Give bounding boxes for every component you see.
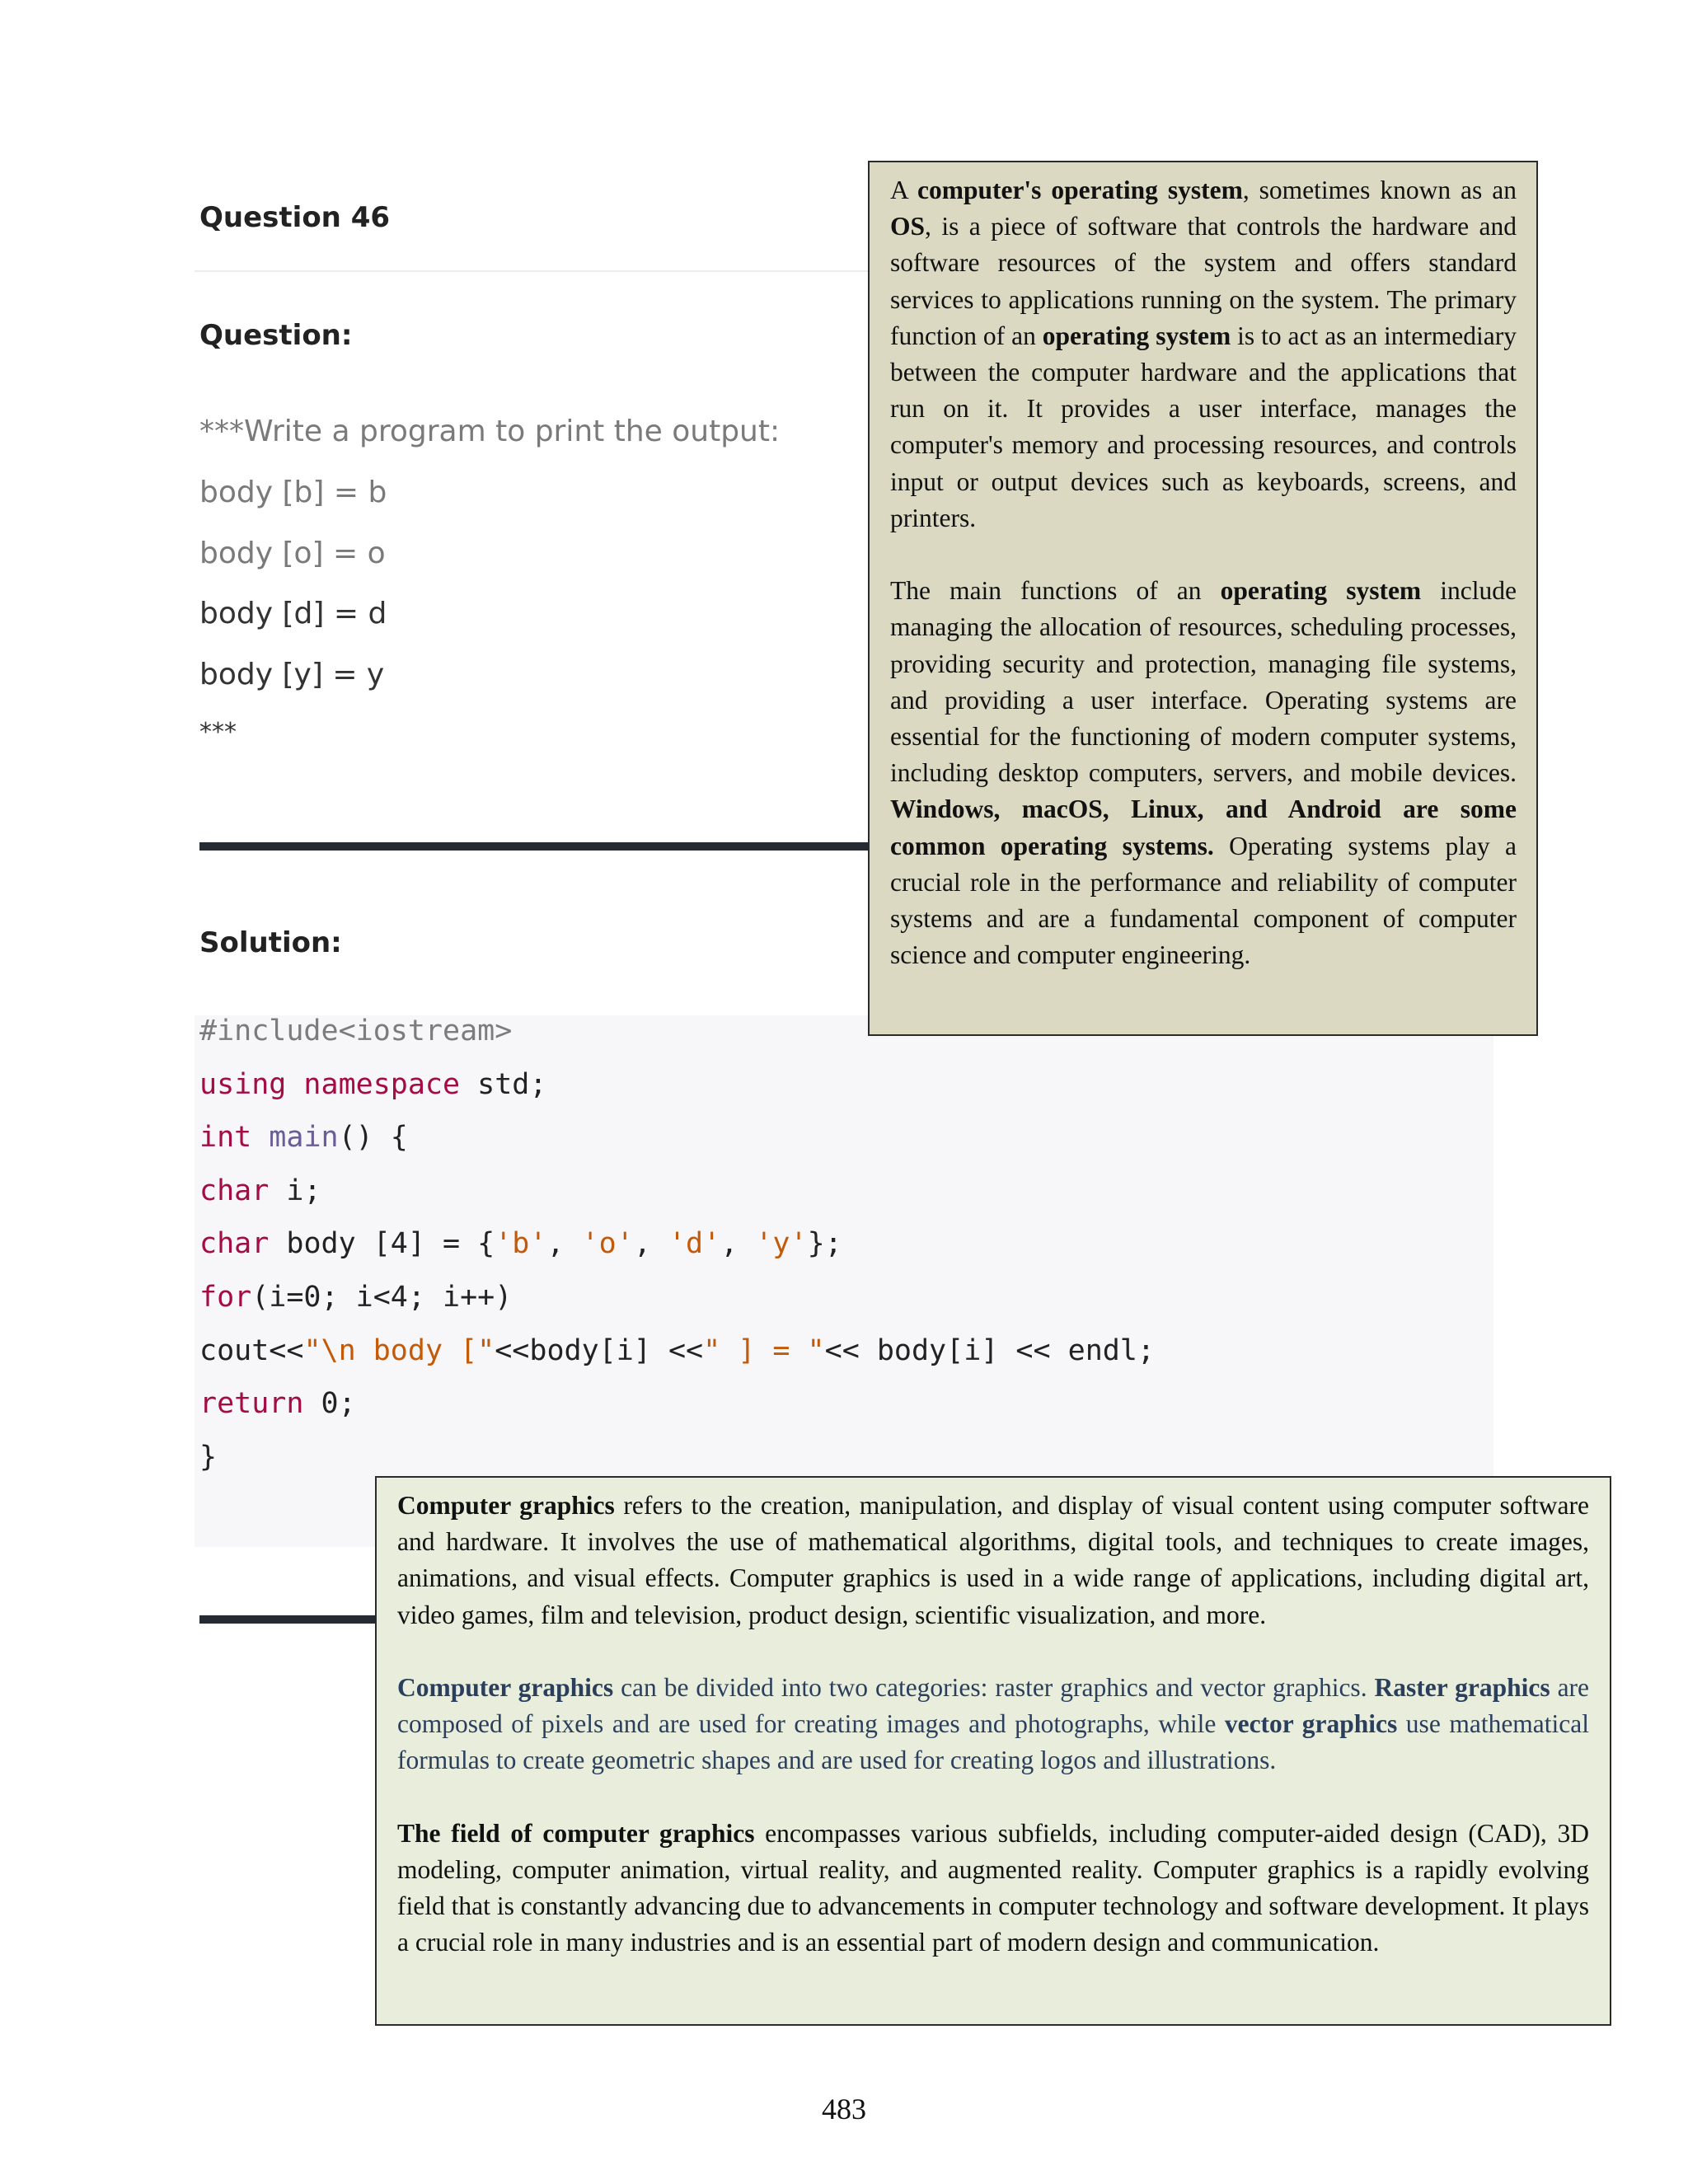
code-string-literal: "\n body [" [303, 1333, 495, 1367]
code-include: #include<iostream> [199, 1015, 513, 1047]
text-run: , is a piece of software that controls the hardware and software resources of the system and offers standard services to applications running on the system. The primary function of an [890, 212, 1517, 350]
code-text: , [546, 1227, 582, 1261]
text-run: , sometimes known as an [1242, 176, 1517, 204]
code-keyword-int: int [199, 1121, 252, 1155]
question-line-6: *** [199, 718, 237, 747]
code-text: cout<< [199, 1333, 304, 1367]
question-title: Question 46 [199, 201, 391, 234]
question-label: Question: [199, 319, 353, 352]
code-char-literal: 'b' [495, 1227, 547, 1261]
callout-graphics-paragraph-2 [397, 1670, 1589, 1779]
solution-label: Solution: [199, 926, 342, 959]
text-run: is to act as an intermediary between the computer hardware and the applications that run on it. It provides a user interface, manages the computer's memory and processing resources, and controls input or output devices such as keyboards, screens, and printers. [890, 321, 1517, 532]
code-char-literal: 'd' [668, 1227, 721, 1261]
code-text: }; [807, 1227, 842, 1261]
bold-text: The field of computer graphics [397, 1818, 755, 1848]
code-text: () { [338, 1121, 408, 1155]
text-run: A [890, 176, 917, 204]
question-title-divider [195, 270, 870, 272]
callout-os-paragraph-1 [890, 172, 1517, 537]
text-run: encompasses various subfields, including computer-aided design (CAD), 3D modeling, computer animation, virtual reality, and augmented reality. Computer graphics is a rapidly evolving field that is constantly advancing due to advancements in computer technology and software development. It plays a crucial role in many industries and is an essential part of modern design and communication. [397, 1818, 1589, 1957]
code-function-main: main [269, 1121, 339, 1155]
callout-os-paragraph-2 [890, 573, 1517, 973]
text-run: are composed of pixels and are used for creating images and photographs, while [397, 1673, 1590, 1739]
callout-operating-system [868, 161, 1538, 1036]
code-text: (i=0; i<4; i++) [251, 1280, 513, 1314]
code-text: std; [460, 1067, 547, 1101]
bold-text: OS [890, 212, 926, 241]
code-text: , [633, 1227, 668, 1261]
question-line-3: body [o] = o [199, 537, 386, 570]
text-run: The main functions of an [890, 576, 1221, 606]
bold-text: operating system [1042, 321, 1231, 350]
bold-text: Raster graphics [1374, 1673, 1550, 1702]
code-text: , [720, 1227, 756, 1261]
question-line-1: ***Write a program to print the output: [199, 415, 781, 448]
code-char-literal: 'o' [581, 1227, 634, 1261]
code-keyword-char: char [199, 1227, 270, 1261]
code-text: body [4] = { [269, 1227, 495, 1261]
callout-computer-graphics [375, 1476, 1611, 2026]
code-keyword-using: using namespace [199, 1067, 461, 1101]
bold-text: computer's operating system [917, 176, 1243, 204]
bold-text: Computer graphics [397, 1673, 614, 1702]
code-text: << body[i] << endl; [824, 1333, 1155, 1367]
code-keyword-char: char [199, 1174, 270, 1207]
code-text: } [199, 1440, 218, 1474]
bold-text: operating system [1220, 576, 1422, 606]
question-line-2: body [b] = b [199, 476, 387, 509]
code-keyword-for: for [199, 1280, 252, 1314]
bold-text: Computer graphics [397, 1491, 615, 1520]
text-run: include managing the allocation of resources, scheduling processes, providing security and protection, managing file systems, and providing a user interface. Operating systems are essential for the functioning of modern computer systems, including desktop computers, servers, and mobile devices. [890, 576, 1517, 788]
code-char-literal: 'y' [755, 1227, 808, 1261]
bold-text: vector graphics [1224, 1709, 1398, 1739]
code-keyword-return: return [199, 1387, 304, 1421]
code-text: i; [269, 1174, 321, 1207]
code-block [199, 1005, 1155, 1483]
code-text: 0; [303, 1387, 356, 1421]
question-line-5: body [y] = y [199, 658, 385, 691]
text-run: Operating systems play a crucial role in the performance and reliability of computer systems and are a fundamental component of computer science and computer engineering. [890, 831, 1517, 970]
code-text: <<body[i] << [495, 1333, 704, 1367]
section-divider-bottom [199, 1615, 389, 1624]
text-run: refers to the creation, manipulation, and display of visual content using computer software and hardware. It involves the use of mathematical algorithms, digital tools, and techniques to create images, animations, and visual effects. Computer graphics is used in a wide range of applications, including digital art, video games, film and television, product design, scientific visualization, and more. [397, 1491, 1590, 1629]
text-run: can be divided into two categories: raster graphics and vector graphics. [613, 1673, 1375, 1702]
code-string-literal: " ] = " [703, 1333, 825, 1367]
section-divider-top [199, 842, 908, 851]
page-number: 483 [822, 2093, 866, 2125]
question-line-4: body [d] = d [199, 597, 387, 630]
callout-graphics-paragraph-1 [397, 1488, 1589, 1633]
callout-graphics-paragraph-3 [397, 1816, 1589, 1961]
text-run: use mathematical formulas to create geometric shapes and are used for creating logos and illustrations. [397, 1709, 1590, 1775]
bold-text: Windows, macOS, Linux, and Android are some common operating systems. [890, 794, 1517, 860]
